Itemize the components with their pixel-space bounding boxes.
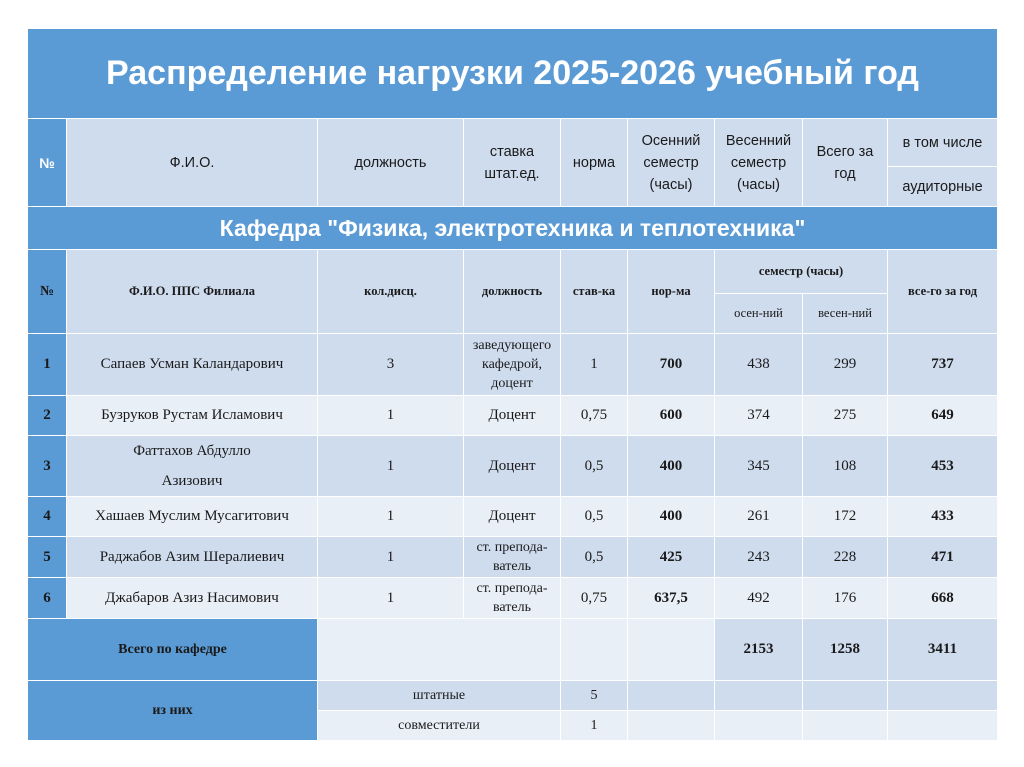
- totals-spring: 1258: [803, 619, 888, 681]
- staff-empty-1: [628, 681, 715, 711]
- table-row: [28, 396, 998, 436]
- header2-row-top: [28, 250, 998, 294]
- header2-rate: став-ка: [561, 250, 628, 334]
- row-position: ст. препода-ватель: [464, 537, 561, 578]
- part-time-empty-3: [803, 711, 888, 741]
- row-num: 5: [28, 537, 67, 578]
- row-disc: 1: [318, 396, 464, 436]
- totals-empty-2: [561, 619, 628, 681]
- staff-empty-3: [803, 681, 888, 711]
- department-row: [28, 207, 998, 250]
- totals-total: 3411: [888, 619, 998, 681]
- row-total: 433: [888, 497, 998, 537]
- row-norm: 425: [628, 537, 715, 578]
- row-norm: 637,5: [628, 578, 715, 619]
- staff-value: 5: [561, 681, 628, 711]
- header2-num: №: [28, 250, 67, 334]
- row-name: Хашаев Муслим Мусагитович: [67, 497, 318, 537]
- row-disc: 1: [318, 436, 464, 497]
- row-norm: 400: [628, 436, 715, 497]
- row-autumn: 345: [715, 436, 803, 497]
- table-row: [28, 578, 998, 619]
- header1-position: должность: [318, 119, 464, 207]
- row-rate: 0,5: [561, 436, 628, 497]
- totals-empty-3: [628, 619, 715, 681]
- header1-row-top: [28, 119, 998, 167]
- row-disc: 1: [318, 578, 464, 619]
- header2-position: должность: [464, 250, 561, 334]
- row-autumn: 374: [715, 396, 803, 436]
- row-name: Фаттахов Абдулло Азизович: [67, 436, 318, 497]
- totals-label: Всего по кафедре: [28, 619, 318, 681]
- row-position: Доцент: [464, 396, 561, 436]
- header1-rate: ставка штат.ед.: [464, 119, 561, 207]
- part-time-label: совместители: [318, 711, 561, 741]
- workload-table-wrapper: [27, 28, 997, 741]
- row-position: Доцент: [464, 497, 561, 537]
- row-position: ст. препода-ватель: [464, 578, 561, 619]
- header2-semester: семестр (часы): [715, 250, 888, 294]
- table-row: [28, 497, 998, 537]
- part-time-empty-2: [715, 711, 803, 741]
- table-row: [28, 334, 998, 396]
- header2-fio: Ф.И.О. ППС Филиала: [67, 250, 318, 334]
- row-rate: 0,5: [561, 537, 628, 578]
- totals-empty-1: [318, 619, 561, 681]
- row-norm: 700: [628, 334, 715, 396]
- part-time-empty-4: [888, 711, 998, 741]
- row-disc: 3: [318, 334, 464, 396]
- title-row: [28, 29, 998, 119]
- row-spring: 108: [803, 436, 888, 497]
- row-num: 2: [28, 396, 67, 436]
- of-them-label: из них: [28, 681, 318, 741]
- row-rate: 1: [561, 334, 628, 396]
- header2-total: все-го за год: [888, 250, 998, 334]
- row-position: заведующего кафедрой, доцент: [464, 334, 561, 396]
- row-total: 668: [888, 578, 998, 619]
- page-title: Распределение нагрузки 2025-2026 учебный год: [28, 29, 998, 119]
- row-total: 737: [888, 334, 998, 396]
- totals-row: [28, 619, 998, 681]
- row-position: Доцент: [464, 436, 561, 497]
- row-name: Бузруков Рустам Исламович: [67, 396, 318, 436]
- row-spring: 299: [803, 334, 888, 396]
- row-total: 453: [888, 436, 998, 497]
- staff-empty-2: [715, 681, 803, 711]
- staff-label: штатные: [318, 681, 561, 711]
- row-num: 1: [28, 334, 67, 396]
- row-spring: 172: [803, 497, 888, 537]
- row-disc: 1: [318, 497, 464, 537]
- table-row: [28, 537, 998, 578]
- workload-table: [27, 28, 998, 741]
- row-autumn: 261: [715, 497, 803, 537]
- of-them-row-staff: [28, 681, 998, 711]
- row-disc: 1: [318, 537, 464, 578]
- row-name: Раджабов Азим Шералиевич: [67, 537, 318, 578]
- row-num: 6: [28, 578, 67, 619]
- row-rate: 0,75: [561, 578, 628, 619]
- row-spring: 228: [803, 537, 888, 578]
- row-total: 471: [888, 537, 998, 578]
- header1-autumn: Осенний семестр (часы): [628, 119, 715, 207]
- header2-norm: нор-ма: [628, 250, 715, 334]
- row-spring: 275: [803, 396, 888, 436]
- row-num: 3: [28, 436, 67, 497]
- table-row: [28, 436, 998, 497]
- row-name: Джабаров Азиз Насимович: [67, 578, 318, 619]
- part-time-value: 1: [561, 711, 628, 741]
- row-rate: 0,75: [561, 396, 628, 436]
- header1-fio: Ф.И.О.: [67, 119, 318, 207]
- header1-including: в том числе: [888, 119, 998, 167]
- header1-auditory: аудиторные: [888, 167, 998, 207]
- header1-spring: Весенний семестр (часы): [715, 119, 803, 207]
- header1-norm: норма: [561, 119, 628, 207]
- row-num: 4: [28, 497, 67, 537]
- department-title: Кафедра "Физика, электротехника и теплотехника": [28, 207, 998, 250]
- row-name: Сапаев Усман Каландарович: [67, 334, 318, 396]
- header2-spring: весен-ний: [803, 294, 888, 334]
- header2-autumn: осен-ний: [715, 294, 803, 334]
- header2-disc-count: кол.дисц.: [318, 250, 464, 334]
- staff-empty-4: [888, 681, 998, 711]
- row-autumn: 492: [715, 578, 803, 619]
- row-autumn: 438: [715, 334, 803, 396]
- row-total: 649: [888, 396, 998, 436]
- header1-num: №: [28, 119, 67, 207]
- totals-autumn: 2153: [715, 619, 803, 681]
- part-time-empty-1: [628, 711, 715, 741]
- header1-total: Всего за год: [803, 119, 888, 207]
- row-norm: 400: [628, 497, 715, 537]
- row-spring: 176: [803, 578, 888, 619]
- row-rate: 0,5: [561, 497, 628, 537]
- row-norm: 600: [628, 396, 715, 436]
- row-autumn: 243: [715, 537, 803, 578]
